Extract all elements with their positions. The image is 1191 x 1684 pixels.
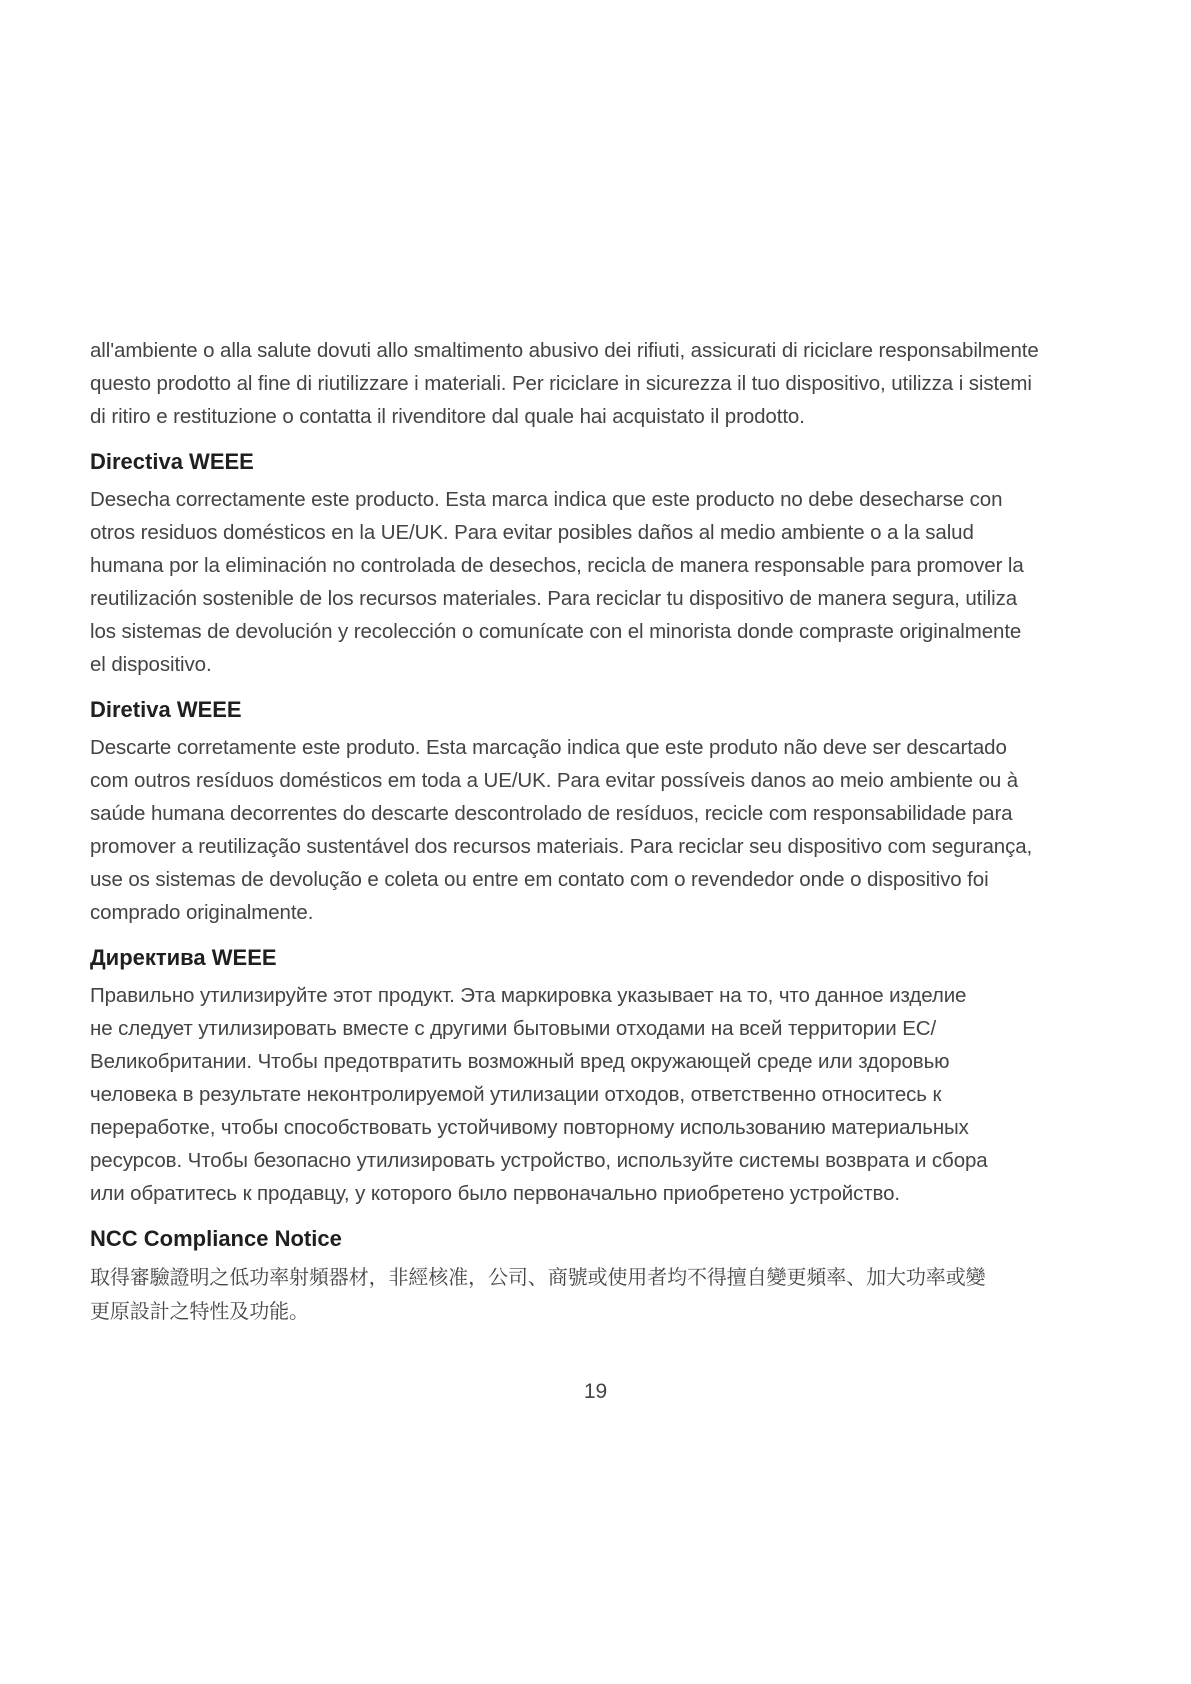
page-number: 19 [583,1380,608,1403]
paragraph-line: переработке, чтобы способствовать устойчивому повторному использованию материальных [90,1116,969,1139]
paragraph-line: ресурсов. Чтобы безопасно утилизировать устройство, используйте системы возврата и сбора [90,1149,988,1172]
section-heading: Directiva WEEE [90,449,254,474]
section-heading: Директива WEEE [90,945,277,970]
paragraph-line: или обратитесь к продавцу, у которого было первоначально приобретено устройство. [90,1182,901,1205]
section-paragraph [90,979,1105,1210]
section-paragraph [90,483,1105,681]
paragraph-line: di ritiro e restituzione o contatta il rivenditore dal quale hai acquistato il prodotto. [90,405,805,428]
paragraph-line: promover a reutilização sustentável dos recursos materiais. Para reciclar seu dispositivo com segurança, [90,835,1033,858]
intro-paragraph [90,334,1105,433]
paragraph-line: Правильно утилизируйте этот продукт. Эта маркировка указывает на то, что данное изделие [90,984,967,1007]
paragraph-line: use os sistemas de devolução e coleta ou entre em contato com o revendedor onde o dispositivo foi [90,868,989,891]
paragraph-line: reutilización sostenible de los recursos materiales. Para reciclar tu dispositivo de manera segura, utiliza [90,587,1018,610]
section-ncc-notice [90,1224,1105,1328]
section-paragraph [90,731,1105,929]
section-weee-portuguese [90,695,1105,929]
paragraph-line: el dispositivo. [90,653,212,676]
paragraph-line: Descarte corretamente este produto. Esta marcação indica que este produto não deve ser descartado [90,736,1007,759]
paragraph-line: 更原設計之特性及功能。 [90,1299,309,1323]
paragraph-line: не следует утилизировать вместе с другими бытовыми отходами на всей территории ЕС/ [90,1017,937,1040]
section-heading: Diretiva WEEE [90,697,242,722]
paragraph-line: Великобритании. Чтобы предотвратить возможный вред окружающей среде или здоровью [90,1050,950,1073]
section-heading: NCC Compliance Notice [90,1226,342,1251]
paragraph-line: человека в результате неконтролируемой утилизации отходов, ответственно относитесь к [90,1083,942,1106]
paragraph-line: saúde humana decorrentes do descarte descontrolado de resíduos, recicle com responsabilidade para [90,802,1013,825]
document-body [90,334,1105,1328]
section-weee-russian [90,943,1105,1210]
paragraph-line: 取得審驗證明之低功率射頻器材，非經核准，公司、商號或使用者均不得擅自變更頻率、加大功率或變 [90,1265,986,1289]
section-weee-spanish [90,447,1105,681]
paragraph-line: all'ambiente o alla salute dovuti allo smaltimento abusivo dei rifiuti, assicurati di riciclare responsabilmente [90,339,1039,362]
paragraph-line: Desecha correctamente este producto. Esta marca indica que este producto no debe desecharse con [90,488,1003,511]
paragraph-line: humana por la eliminación no controlada de desechos, recicla de manera responsable para promover la [90,554,1024,577]
paragraph-line: com outros resíduos domésticos em toda a UE/UK. Para evitar possíveis danos ao meio ambiente ou à [90,769,1019,792]
paragraph-line: questo prodotto al fine di riutilizzare i materiali. Per riciclare in sicurezza il tuo dispositivo, utilizza i sistemi [90,372,1032,395]
paragraph-line: comprado originalmente. [90,901,314,924]
section-paragraph [90,1260,1105,1328]
paragraph-line: los sistemas de devolución y recolección o comunícate con el minorista donde compraste originalmente [90,620,1022,643]
paragraph-line: otros residuos domésticos en la UE/UK. Para evitar posibles daños al medio ambiente o a la salud [90,521,974,544]
